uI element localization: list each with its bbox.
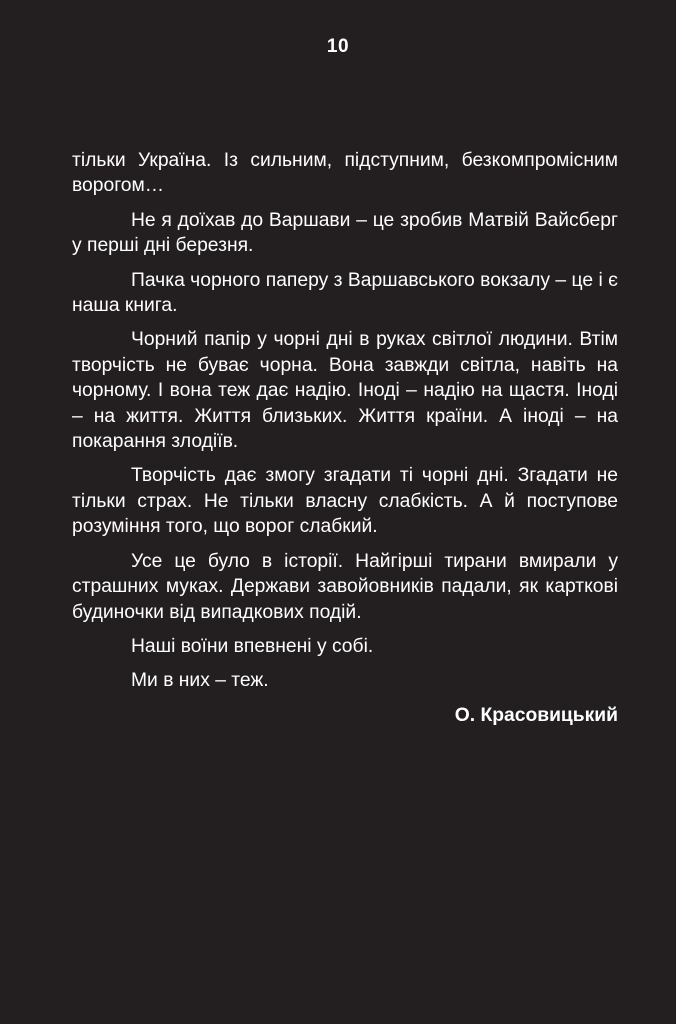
paragraph-4: Чорний папір у чорні дні в руках світлої людини. Втім творчість не буває чорна. Вона завжди світла, навіть на чорному. І вона теж дає надію. Іноді – надію на щастя. Іноді – на життя. Життя близьких. Життя країни. А іноді – на покарання злодіїв. [72,329,618,453]
author-signature: О. Красовицький [454,704,618,726]
paragraph-1: тільки Україна. Із сильним, підступним, безкомпромісним ворогом… [72,150,618,197]
paragraph-8: Ми в них – теж. [131,670,269,692]
paragraph-2: Не я доїхав до Варшави – це зробив Матвій Вайсберг у перші дні березня. [72,209,618,257]
page-number: 10 [326,36,350,57]
paragraph-5: Творчість дає змогу згадати ті чорні дні. Згадати не тільки страх. Не тільки власну слабкість. А й поступове розуміння того, що ворог слабкий. [72,465,618,538]
paragraph-6: Усе це було в історії. Найгірші тирани вмирали у страшних муках. Держави завойовників падали, як карткові будиночки від випадкових подій. [72,550,618,623]
page-margin-strip [676,0,690,1024]
body-text [72,148,618,728]
paragraph-3: Пачка чорного паперу з Варшавського вокзалу – це і є наша книга. [72,269,618,317]
paragraph-7: Наші воїни впевнені у собі. [131,635,374,657]
